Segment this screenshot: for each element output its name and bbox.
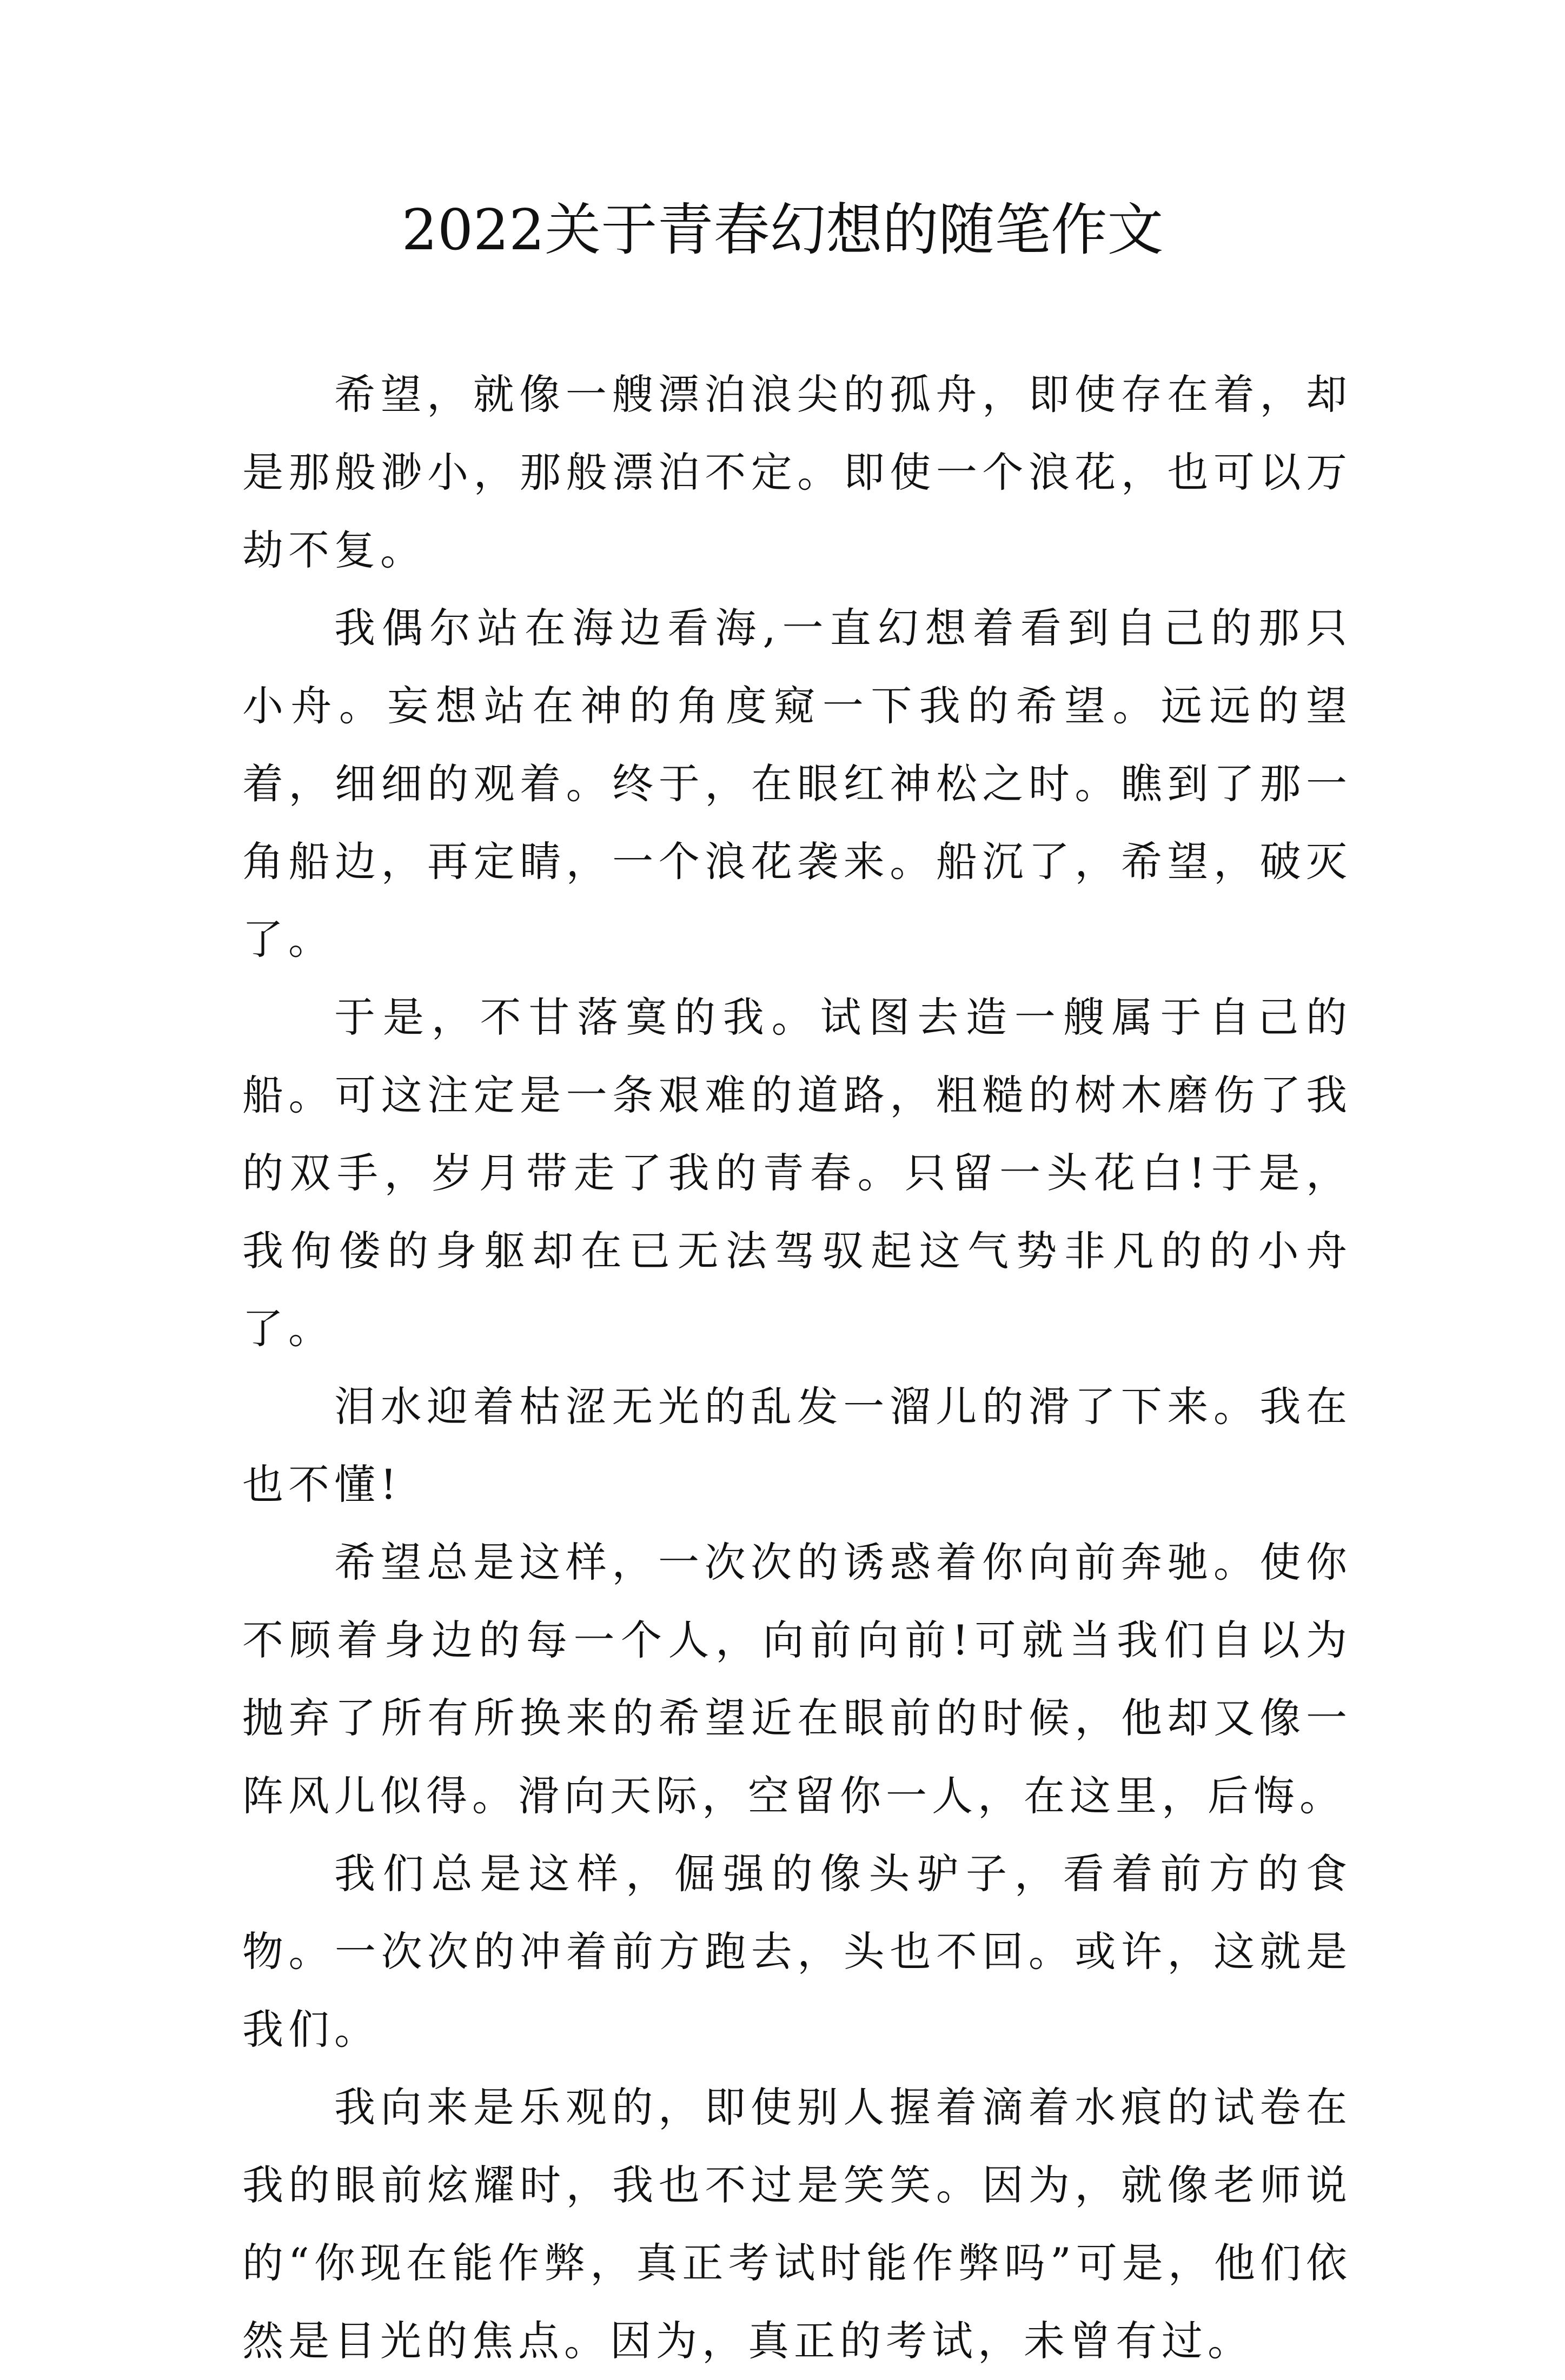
paragraph: 希望，就像一艘漂泊浪尖的孤舟，即使存在着，却是那般渺小，那般漂泊不定。即使一个浪花，也可以万劫不复。 — [242, 370, 1352, 574]
document-title: 2022关于青春幻想的随笔作文 — [401, 197, 1164, 263]
paragraph: 于是，不甘落寞的我。试图去造一艘属于自己的船。可这注定是一条艰难的道路，粗糙的树木磨伤了我的双手，岁月带走了我的青春。只留一头花白!于是，我佝偻的身躯却在已无法驾驭起这气势非凡的的小舟了。 — [242, 993, 1352, 1353]
paragraph: 我向来是乐观的，即使别人握着滴着水痕的试卷在我的眼前炫耀时，我也不过是笑笑。因为，就像老师说的“你现在能作弊，真正考试时能作弊吗”可是，他们依然是目光的焦点。因为，真正的考试，未曾有过。 — [242, 2083, 1352, 2365]
paragraph: 泪水迎着枯涩无光的乱发一溜儿的滑了下来。我在也不懂! — [242, 1382, 1352, 1508]
paragraph: 希望总是这样，一次次的诱惑着你向前奔驰。使你不顾着身边的每一个人，向前向前!可就当我们自以为抛弃了所有所换来的希望近在眼前的时候，他却又像一阵风儿似得。滑向天际，空留你一人，在这里，后悔。 — [242, 1538, 1352, 1820]
paragraph: 我偶尔站在海边看海,一直幻想着看到自己的那只小舟。妄想站在神的角度窥一下我的希望。远远的望着，细细的观着。终于，在眼红神松之时。瞧到了那一角船边，再定睛，一个浪花袭来。船沉了，希望，破灭了。 — [242, 604, 1352, 963]
paragraph: 我们总是这样，倔强的像头驴子，看着前方的食物。一次次的冲着前方跑去，头也不回。或许，这就是我们。 — [242, 1850, 1352, 2053]
document-body — [242, 356, 1352, 2380]
